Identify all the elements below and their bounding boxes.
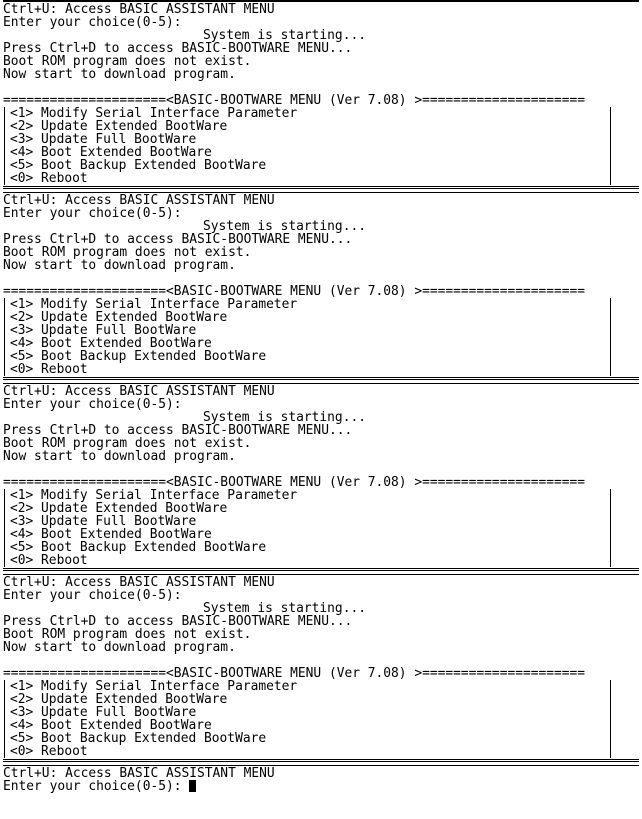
command-prompt[interactable] [3, 780, 639, 793]
boot-rom-missing-line: Boot ROM program does not exist. [3, 628, 252, 641]
menu-item-reboot[interactable]: <0> Reboot [3, 554, 639, 567]
system-starting-line: System is starting... [203, 411, 366, 424]
text-cursor [189, 780, 196, 792]
menu-item-modify-serial[interactable]: <1> Modify Serial Interface Parameter [3, 107, 639, 120]
assistant-choice-line: Enter your choice(0-5): [3, 589, 182, 602]
menu-item-reboot[interactable]: <0> Reboot [3, 172, 639, 185]
menu-item-boot-backup[interactable]: <5> Boot Backup Extended BootWare [3, 541, 639, 554]
assistant-access-line: Ctrl+U: Access BASIC ASSISTANT MENU [3, 767, 275, 780]
separator-line [3, 568, 639, 575]
download-program-line: Now start to download program. [3, 259, 236, 272]
menu-item-update-full[interactable]: <3> Update Full BootWare [3, 133, 639, 146]
separator-line [3, 377, 639, 384]
assistant-choice-line: Enter your choice(0-5): [3, 207, 182, 220]
system-starting-line: System is starting... [203, 29, 366, 42]
prompt-text: Enter your choice(0-5): [3, 780, 190, 793]
menu-item-update-extended[interactable]: <2> Update Extended BootWare [3, 693, 639, 706]
menu-item-reboot[interactable]: <0> Reboot [3, 363, 639, 376]
system-starting-line: System is starting... [203, 220, 366, 233]
assistant-access-line: Ctrl+U: Access BASIC ASSISTANT MENU [3, 194, 275, 207]
menu-item-modify-serial[interactable]: <1> Modify Serial Interface Parameter [3, 298, 639, 311]
bootware-menu [3, 476, 639, 567]
menu-item-boot-extended[interactable]: <4> Boot Extended BootWare [3, 337, 639, 350]
download-program-line: Now start to download program. [3, 450, 236, 463]
bootware-menu [3, 94, 639, 185]
separator-line [3, 759, 639, 766]
assistant-choice-line: Enter your choice(0-5): [3, 16, 182, 29]
press-ctrl-d-line: Press Ctrl+D to access BASIC-BOOTWARE MENU... [3, 615, 353, 628]
menu-item-modify-serial[interactable]: <1> Modify Serial Interface Parameter [3, 680, 639, 693]
assistant-access-line: Ctrl+U: Access BASIC ASSISTANT MENU [3, 576, 275, 589]
menu-item-boot-backup[interactable]: <5> Boot Backup Extended BootWare [3, 732, 639, 745]
separator-line [3, 186, 639, 193]
menu-title: =====================<BASIC-BOOTWARE MENU (Ver 7.08) >===================== [3, 94, 586, 107]
menu-title: =====================<BASIC-BOOTWARE MENU (Ver 7.08) >===================== [3, 476, 586, 489]
bootware-menu [3, 285, 639, 376]
menu-item-update-full[interactable]: <3> Update Full BootWare [3, 324, 639, 337]
terminal-window[interactable] [3, 0, 639, 819]
boot-rom-missing-line: Boot ROM program does not exist. [3, 246, 252, 259]
system-starting-line: System is starting... [203, 602, 366, 615]
menu-item-update-full[interactable]: <3> Update Full BootWare [3, 706, 639, 719]
menu-item-boot-extended[interactable]: <4> Boot Extended BootWare [3, 528, 639, 541]
boot-rom-missing-line: Boot ROM program does not exist. [3, 55, 252, 68]
menu-item-boot-backup[interactable]: <5> Boot Backup Extended BootWare [3, 350, 639, 363]
assistant-access-line: Ctrl+U: Access BASIC ASSISTANT MENU [3, 3, 275, 16]
press-ctrl-d-line: Press Ctrl+D to access BASIC-BOOTWARE MENU... [3, 424, 353, 437]
menu-title: =====================<BASIC-BOOTWARE MENU (Ver 7.08) >===================== [3, 285, 586, 298]
menu-item-boot-backup[interactable]: <5> Boot Backup Extended BootWare [3, 159, 639, 172]
menu-item-update-extended[interactable]: <2> Update Extended BootWare [3, 311, 639, 324]
download-program-line: Now start to download program. [3, 641, 236, 654]
menu-item-reboot[interactable]: <0> Reboot [3, 745, 639, 758]
download-program-line: Now start to download program. [3, 68, 236, 81]
menu-item-boot-extended[interactable]: <4> Boot Extended BootWare [3, 146, 639, 159]
assistant-access-line: Ctrl+U: Access BASIC ASSISTANT MENU [3, 385, 275, 398]
press-ctrl-d-line: Press Ctrl+D to access BASIC-BOOTWARE MENU... [3, 233, 353, 246]
boot-rom-missing-line: Boot ROM program does not exist. [3, 437, 252, 450]
menu-item-update-extended[interactable]: <2> Update Extended BootWare [3, 502, 639, 515]
press-ctrl-d-line: Press Ctrl+D to access BASIC-BOOTWARE MENU... [3, 42, 353, 55]
menu-title: =====================<BASIC-BOOTWARE MENU (Ver 7.08) >===================== [3, 667, 586, 680]
bootware-menu [3, 667, 639, 758]
menu-item-boot-extended[interactable]: <4> Boot Extended BootWare [3, 719, 639, 732]
menu-item-update-full[interactable]: <3> Update Full BootWare [3, 515, 639, 528]
separator-line [3, 0, 639, 2]
menu-item-update-extended[interactable]: <2> Update Extended BootWare [3, 120, 639, 133]
assistant-choice-line: Enter your choice(0-5): [3, 398, 182, 411]
menu-item-modify-serial[interactable]: <1> Modify Serial Interface Parameter [3, 489, 639, 502]
